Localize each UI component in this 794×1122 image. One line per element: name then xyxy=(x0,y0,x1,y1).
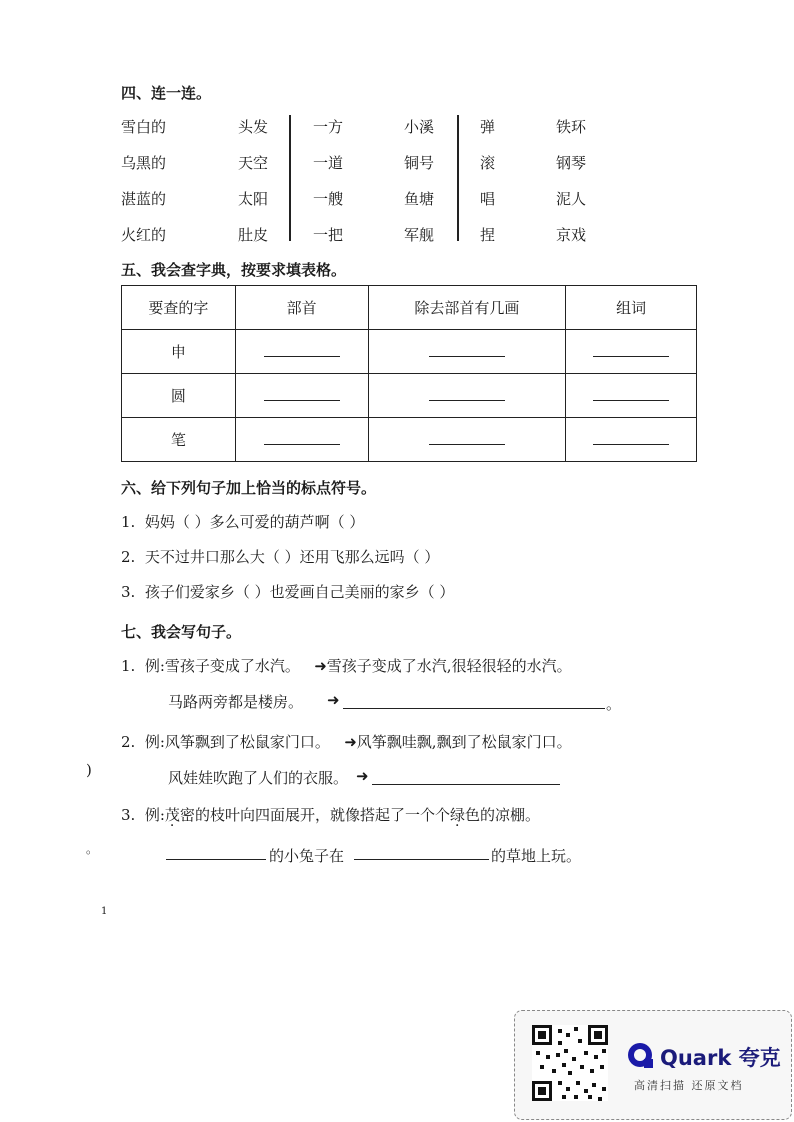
match-item: 头发 xyxy=(238,118,269,136)
answer-line[interactable] xyxy=(372,784,560,785)
answer-line[interactable] xyxy=(343,708,605,709)
match-item: 一艘 xyxy=(313,190,344,208)
radical-blank[interactable] xyxy=(235,418,368,462)
page-number: 1 xyxy=(101,906,108,917)
table-header-row xyxy=(122,286,697,330)
table-header-cell: 除去部首有几画 xyxy=(368,286,566,330)
example-sentence: 例:风筝飘到了松鼠家门口。 xyxy=(144,733,330,751)
margin-dot: 。 xyxy=(86,842,99,856)
match-item: 一方 xyxy=(313,118,344,136)
quark-logo-icon xyxy=(626,1041,656,1071)
item-number: 1. xyxy=(121,513,136,531)
item-number: 1. xyxy=(121,657,136,675)
divider-line xyxy=(457,115,459,241)
table-row xyxy=(122,330,697,374)
match-item: 肚皮 xyxy=(238,226,269,244)
lookup-char: 笔 xyxy=(122,418,236,462)
quark-brand: Quark 夸克 xyxy=(660,1046,781,1070)
section5-title: 五、我会查字典，按要求填表格。 xyxy=(121,261,347,279)
radical-blank[interactable] xyxy=(235,330,368,374)
match-item: 弹 xyxy=(480,118,496,136)
sentence-q1-prompt: 马路两旁都是楼房。 xyxy=(168,693,304,711)
match-item: 一把 xyxy=(313,226,344,244)
lookup-char: 圆 xyxy=(122,374,236,418)
table-row xyxy=(122,418,697,462)
answer-line[interactable] xyxy=(354,859,489,860)
divider-line xyxy=(289,115,291,241)
period-mark: 。 xyxy=(606,695,622,713)
item-number: 3. xyxy=(121,806,136,824)
example-result: ➜风筝飘哇飘,飘到了松鼠家门口。 xyxy=(344,733,572,751)
match-item: 火红的 xyxy=(121,226,167,244)
table-header-cell: 要查的字 xyxy=(122,286,236,330)
stroke-count-blank[interactable] xyxy=(368,330,566,374)
example-prefix: 例: xyxy=(144,806,165,824)
match-item: 京戏 xyxy=(556,226,587,244)
match-item: 湛蓝的 xyxy=(121,190,167,208)
match-item: 泥人 xyxy=(556,190,587,208)
match-item: 唱 xyxy=(480,190,496,208)
stroke-count-blank[interactable] xyxy=(368,374,566,418)
match-item: 雪白的 xyxy=(121,118,167,136)
example-middle: 的枝叶向四面展开，就像搭起了一个个 xyxy=(194,806,450,824)
lookup-char: 申 xyxy=(122,330,236,374)
match-item: 乌黑的 xyxy=(121,154,167,172)
emphasis-word: 茂密 xyxy=(164,806,195,824)
arrow-icon: ➜ xyxy=(356,767,369,785)
item-sentence: 妈妈（ ）多么可爱的葫芦啊（ ） xyxy=(144,513,365,531)
sentence-q1-example xyxy=(121,655,572,676)
match-item: 钢琴 xyxy=(556,154,587,172)
match-item: 鱼塘 xyxy=(404,190,435,208)
punctuation-item xyxy=(121,581,454,602)
word-blank[interactable] xyxy=(566,330,697,374)
punctuation-item xyxy=(121,511,364,532)
arrow-icon: ➜ xyxy=(327,691,340,709)
sentence-q3-example xyxy=(121,804,540,825)
match-item: 铁环 xyxy=(556,118,587,136)
section6-title: 六、给下列句子加上恰当的标点符号。 xyxy=(121,479,377,497)
table-row xyxy=(122,374,697,418)
qr-code-icon xyxy=(532,1025,608,1101)
word-blank[interactable] xyxy=(566,374,697,418)
match-item: 捏 xyxy=(480,226,496,244)
item-number: 2. xyxy=(121,548,136,566)
section4-title: 四、连一连。 xyxy=(121,84,212,102)
match-item: 天空 xyxy=(238,154,269,172)
sentence-q2-prompt: 风娃娃吹跑了人们的衣服。 xyxy=(168,769,349,787)
dictionary-table xyxy=(121,285,697,462)
fill-text: 的草地上玩。 xyxy=(491,847,582,865)
margin-paren: ) xyxy=(86,761,92,779)
sentence-q2-example xyxy=(121,731,572,752)
item-number: 3. xyxy=(121,583,136,601)
match-item: 铜号 xyxy=(404,154,435,172)
quark-tagline: 高清扫描 还原文档 xyxy=(634,1079,744,1092)
section7-title: 七、我会写句子。 xyxy=(121,623,242,641)
emphasis-word: 绿色 xyxy=(449,806,480,824)
punctuation-item xyxy=(121,546,439,567)
answer-line[interactable] xyxy=(166,859,266,860)
example-end: 的凉棚。 xyxy=(479,806,540,824)
word-blank[interactable] xyxy=(566,418,697,462)
fill-text: 的小兔子在 xyxy=(269,847,345,865)
stroke-count-blank[interactable] xyxy=(368,418,566,462)
example-sentence: 例:雪孩子变成了水汽。 xyxy=(144,657,300,675)
item-number: 2. xyxy=(121,733,136,751)
match-item: 滚 xyxy=(480,154,496,172)
radical-blank[interactable] xyxy=(235,374,368,418)
table-header-cell: 组词 xyxy=(566,286,697,330)
item-sentence: 天不过井口那么大（ ）还用飞那么远吗（ ） xyxy=(144,548,440,566)
table-header-cell: 部首 xyxy=(235,286,368,330)
match-item: 一道 xyxy=(313,154,344,172)
example-result: ➜雪孩子变成了水汽,很轻很轻的水汽。 xyxy=(314,657,572,675)
match-item: 小溪 xyxy=(404,118,435,136)
match-item: 军舰 xyxy=(404,226,435,244)
item-sentence: 孩子们爱家乡（ ）也爱画自己美丽的家乡（ ） xyxy=(144,583,455,601)
match-item: 太阳 xyxy=(238,190,269,208)
